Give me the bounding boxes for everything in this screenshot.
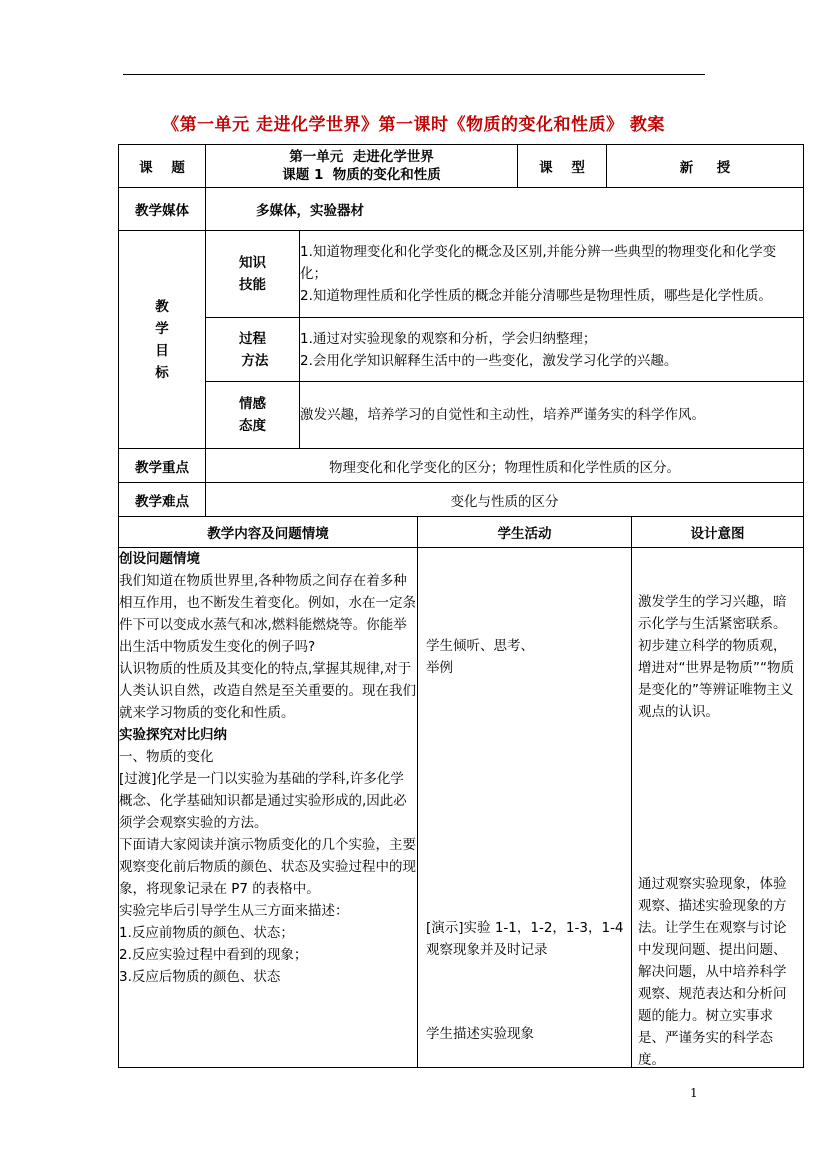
key-points-label: 教学重点 — [119, 449, 206, 483]
difficulty-label: 教学难点 — [119, 483, 206, 517]
knowledge-label — [206, 231, 300, 318]
header-rule — [123, 74, 705, 75]
process-item: 1.通过对实验现象的观察和分析，学会归纳整理； — [300, 330, 597, 347]
content-paragraph: 实验完毕后引导学生从三方面来描述： — [119, 903, 349, 919]
topic-label: 课 题 — [119, 145, 206, 188]
objectives-char: 标 — [155, 364, 169, 381]
student-activity: 学生倾听、思考、举例 — [426, 638, 534, 676]
content-paragraph: 认识物质的性质及其变化的特点,掌握其规律,对于人类认识自然，改造自然是至关重要的。现在我们就来学习物质的变化和性质。 — [119, 661, 416, 721]
content-paragraph: 一、物质的变化 — [119, 749, 214, 765]
knowledge-text — [300, 231, 804, 318]
media-label: 教学媒体 — [119, 188, 206, 231]
topic-line-2: 课题 1 物质的变化和性质 — [282, 167, 441, 183]
lesson-info-table — [118, 144, 804, 517]
knowledge-item: 2.知道物理性质和化学性质的概念并能分清哪些是物理性质，哪些是化学性质。 — [300, 288, 772, 304]
process-text — [300, 318, 804, 382]
media-value: 多媒体，实验器材 — [206, 188, 804, 231]
process-label-line: 方法 — [236, 352, 269, 369]
header-intent: 设计意图 — [632, 517, 804, 548]
content-cell — [119, 548, 418, 1068]
objectives-label — [119, 231, 206, 449]
section-heading: 实验探究对比归纳 — [119, 727, 227, 743]
design-intent: 通过观察实验现象，体验观察、描述实验现象的方法。让学生在观察与讨论中发现问题、提出问题、解决问题，从中培养科学观察、规范表达和分析问题的能力。树立实事求是、严谨务实的科学态度。 — [638, 876, 787, 1068]
emotion-label — [206, 382, 300, 449]
process-label — [206, 318, 300, 382]
content-paragraph: 下面请大家阅读并演示物质变化的几个实验，主要观察变化前后物质的颜色、状态及实验过程中的现象，将现象记录在 P7 的表格中。 — [119, 837, 416, 897]
objectives-char: 教 — [155, 298, 169, 315]
design-intent-cell — [632, 548, 804, 1068]
objectives-char: 目 — [155, 342, 169, 359]
topic-value — [206, 145, 518, 188]
process-item: 2.会用化学知识解释生活中的一些变化，激发学习化学的兴趣。 — [300, 352, 678, 369]
page-title: 《第一单元 走进化学世界》第一课时《物质的变化和性质》 教案 — [162, 115, 665, 135]
objectives-char: 学 — [155, 320, 169, 337]
key-points-value: 物理变化和化学变化的区分；物理性质和化学性质的区分。 — [206, 449, 804, 483]
student-activity: 学生描述实验现象 — [426, 1026, 534, 1042]
lesson-content-table — [118, 516, 804, 1068]
content-paragraph: 2.反应实验过程中看到的现象； — [119, 947, 308, 963]
difficulty-value: 变化与性质的区分 — [206, 483, 804, 517]
student-activity-cell — [418, 548, 632, 1068]
emotion-label-line: 情感 — [239, 396, 266, 412]
knowledge-item: 1.知道物理变化和化学变化的概念及区别,并能分辨一些典型的物理变化和化学变化； — [300, 244, 777, 282]
emotion-text: 激发兴趣，培养学习的自觉性和主动性，培养严谨务实的科学作风。 — [300, 382, 804, 449]
emotion-label-line: 态度 — [239, 418, 266, 434]
type-value: 新 授 — [607, 145, 804, 188]
header-student: 学生活动 — [418, 517, 632, 548]
header-content: 教学内容及问题情境 — [119, 517, 418, 548]
content-paragraph: [过渡]化学是一门以实验为基础的学科,许多化学概念、化学基础知识都是通过实验形成的,因此必须学会观察实验的方法。 — [119, 771, 407, 831]
design-intent: 激发学生的学习兴趣，暗示化学与生活紧密联系。初步建立科学的物质观，增进对“世界是物质”“物质是变化的”等辨证唯物主义观点的认识。 — [638, 594, 794, 720]
section-heading: 创设问题情境 — [119, 551, 200, 567]
page-number: 1 — [690, 1086, 698, 1100]
student-activity: [演示]实验 1-1，1-2，1-3，1-4 观察现象并及时记录 — [426, 920, 624, 958]
type-label: 课 型 — [518, 145, 607, 188]
content-paragraph: 我们知道在物质世界里,各种物质之间存在着多种相互作用，也不断发生着变化。例如，水在一定条件下可以变成水蒸气和冰,燃料能燃烧等。你能举出生活中物质发生变化的例子吗? — [119, 573, 416, 655]
content-paragraph: 3.反应后物质的颜色、状态 — [119, 969, 281, 985]
content-paragraph: 1.反应前物质的颜色、状态； — [119, 925, 294, 941]
knowledge-label-line: 知识 — [239, 255, 266, 271]
knowledge-label-line: 技能 — [239, 277, 266, 293]
topic-line-1: 第一单元 走进化学世界 — [289, 149, 434, 165]
process-label-line: 过程 — [239, 330, 266, 347]
